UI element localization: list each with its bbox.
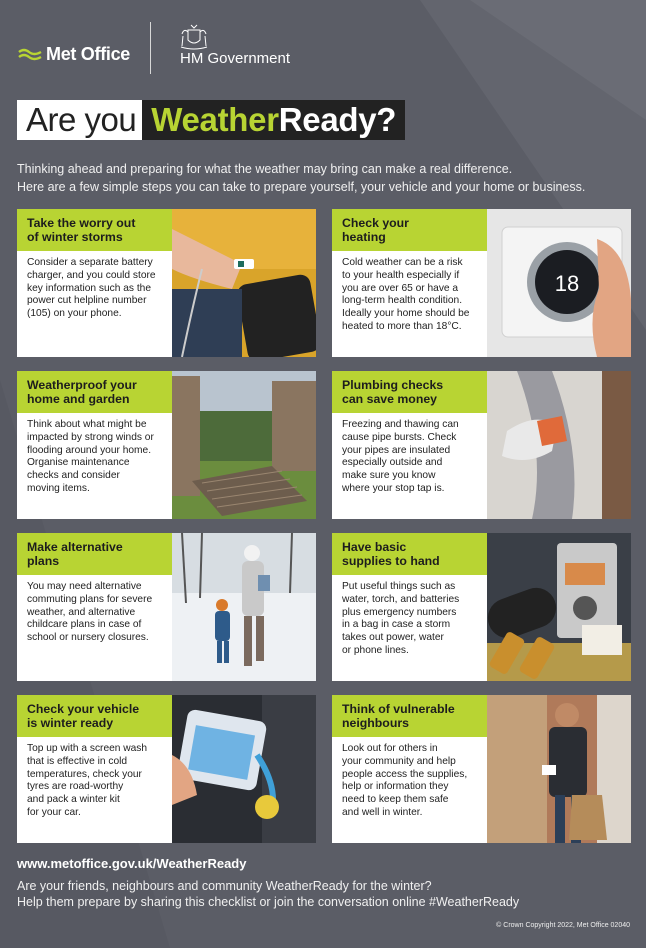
intro-text — [17, 160, 629, 196]
phone-charger-photo — [172, 209, 316, 357]
card-check-heating — [332, 209, 631, 357]
pipe-insulation-photo — [487, 371, 631, 519]
card-title: Think of vulnerable neighbours — [332, 695, 490, 737]
title-weather: Weather — [151, 101, 279, 138]
supplies-photo — [487, 533, 631, 681]
broken-fence-photo — [172, 371, 316, 519]
card-body: Freezing and thawing can cause pipe bursts. Check your pipes are insulated especially outside and make sure you know where your stop tap is. — [342, 419, 459, 494]
card-title: Make alternative plans — [17, 533, 175, 575]
logo-divider — [150, 22, 151, 74]
card-body: Cold weather can be a risk to your health especially if you are over 65 or have a long-term health condition. Ideally your home should be heated to more than 18°C. — [342, 257, 470, 332]
title-weather-ready — [142, 100, 405, 140]
footer-text — [17, 878, 519, 910]
met-office-wordmark: Met Office — [46, 44, 131, 64]
card-winter-storms — [17, 209, 316, 357]
intro-line: Thinking ahead and preparing for what the weather may bring can make a real difference. — [17, 162, 513, 176]
page-title — [17, 100, 405, 140]
card-title: Weatherproof your home and garden — [17, 371, 175, 413]
card-body: Think about what might be impacted by strong winds or flooding around your home. Organise maintenance checks and consider moving items. — [27, 419, 154, 494]
copyright-notice: © Crown Copyright 2022, Met Office 02040 — [496, 922, 630, 929]
snow-walk-photo — [172, 533, 316, 681]
card-basic-supplies — [332, 533, 631, 681]
thermostat-photo — [487, 209, 631, 357]
card-vehicle-winter-ready — [17, 695, 316, 843]
footer-line: Help them prepare by sharing this checklist or join the conversation online #WeatherReady — [17, 895, 520, 909]
met-office-wave-icon — [18, 48, 42, 62]
card-alternative-plans — [17, 533, 316, 681]
card-title: Check your vehicle is winter ready — [17, 695, 175, 737]
hm-government-wordmark: HM Government — [180, 50, 291, 67]
screenwash-photo — [172, 695, 316, 843]
card-title: Take the worry out of winter storms — [17, 209, 175, 251]
card-body: Consider a separate battery charger, and you could store key information such as the power cut helpline number (105) on your phone. — [27, 257, 156, 320]
title-ready: Ready? — [278, 101, 397, 138]
weatherready-link[interactable]: www.metoffice.gov.uk/WeatherReady — [17, 856, 247, 871]
royal-coat-of-arms-icon — [178, 24, 210, 50]
card-plumbing-checks — [332, 371, 631, 519]
footer-line: Are your friends, neighbours and community WeatherReady for the winter? — [17, 879, 432, 893]
card-body: Top up with a screen wash that is effective in cold temperatures, check your tyres are road-worthy and pack a winter kit for your car. — [27, 743, 148, 818]
intro-line: Here are a few simple steps you can take to prepare yourself, your vehicle and your home or business. — [17, 180, 586, 194]
card-title: Check your heating — [332, 209, 490, 251]
title-part-are-you: Are you — [17, 100, 142, 140]
card-body: Put useful things such as water, torch, and batteries plus emergency numbers in a bag in case a storm takes out power, water or phone lines. — [342, 581, 460, 656]
card-title: Plumbing checks can save money — [332, 371, 490, 413]
card-weatherproof-home — [17, 371, 316, 519]
card-vulnerable-neighbours — [332, 695, 631, 843]
card-body: You may need alternative commuting plans for severe weather, and alternative childcare plans in case of school or nursery closures. — [27, 581, 153, 644]
card-body: Look out for others in your community and help people access the supplies, help or information they need to keep them safe and well in winter. — [342, 743, 468, 818]
header — [0, 0, 646, 95]
neighbour-photo — [487, 695, 631, 843]
card-title: Have basic supplies to hand — [332, 533, 490, 575]
thermostat-reading: 18 — [554, 271, 580, 296]
met-office-logo[interactable] — [18, 44, 130, 65]
